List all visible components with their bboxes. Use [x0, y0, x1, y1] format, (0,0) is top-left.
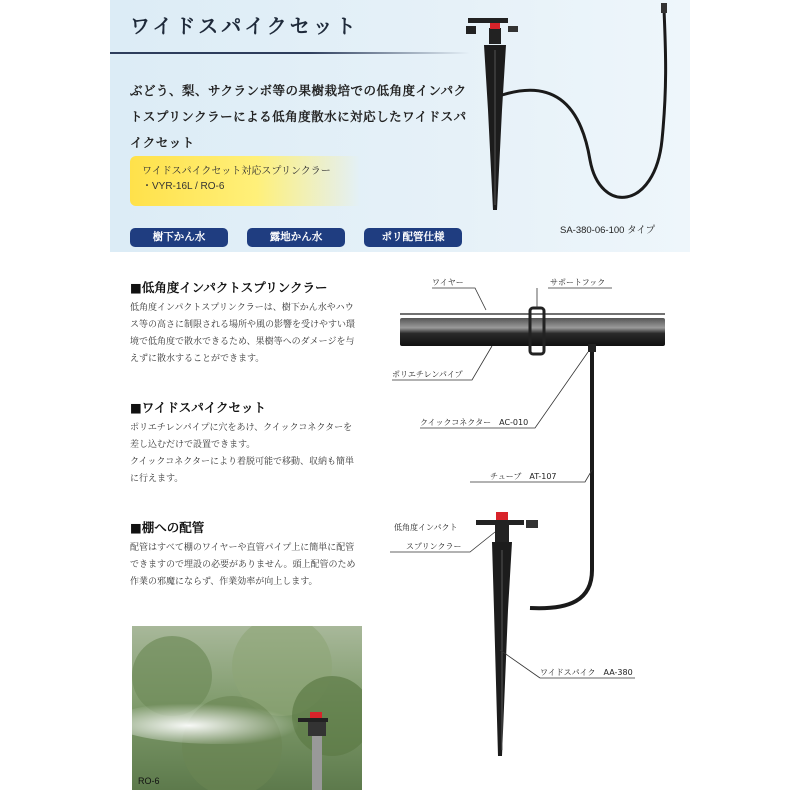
section-heading-trellis: ■棚への配管 — [130, 520, 205, 535]
label-support-hook: サポートフック — [550, 278, 606, 287]
tag-poly-piping: ポリ配管仕様 — [364, 228, 462, 247]
tag-under-tree: 樹下かん水 — [130, 228, 228, 247]
photo-illustration — [132, 626, 362, 790]
photo-sprinkler-body — [308, 720, 326, 736]
label-wide-spike: ワイドスパイク AA-380 — [540, 668, 633, 677]
photo-stand — [312, 736, 322, 790]
label-wire: ワイヤー — [432, 278, 464, 287]
diagram-sprinkler-arm — [476, 520, 524, 525]
page-title: ワイドスパイクセット — [130, 14, 359, 38]
hero-sprinkler-red-cap — [490, 22, 500, 29]
label-sprinkler-line1: 低角度インパクト — [394, 523, 458, 532]
section-heading-impact: ■低角度インパクトスプリンクラー — [130, 280, 328, 295]
hero-sprinkler-arm — [468, 18, 508, 23]
compatible-models: ・VYR-16L / RO-6 — [142, 181, 225, 192]
hero-hose — [502, 8, 666, 197]
section-body-spikeset: ポリエチレンパイプに穴をあけ、クイックコネクターを差し込むだけで設置できます。 — [130, 423, 353, 450]
compatible-title: ワイドスパイクセット対応スプリンクラー — [142, 166, 331, 177]
hero-product-illustration — [440, 0, 690, 225]
photo-caption: RO-6 — [138, 776, 160, 786]
section-body-impact: 低角度インパクトスプリンクラーは、樹下かん水やハウス等の高さに制限される場所や風の影響を受けやすい環境で低角度で散水できるため、果樹等へのダメージを与えずに散水することができます。 — [130, 303, 356, 364]
model-type-label: SA-380-06-100 タイプ — [560, 225, 656, 236]
section-body-trellis: 配管はすべて棚のワイヤーや直管パイプ上に簡単に配管できますので埋設の必要がありません。頭上配管のため作業の邪魔にならず、作業効率が向上します。 — [130, 543, 356, 587]
tag-open-field: 露地かん水 — [247, 228, 345, 247]
diagram-poly-pipe — [400, 318, 665, 346]
label-tube: チューブ AT-107 — [490, 472, 557, 481]
section-heading-spikeset: ■ワイドスパイクセット — [130, 400, 267, 415]
label-quick-connector: クイックコネクター AC-010 — [420, 418, 529, 427]
compatible-sprinkler-box — [130, 156, 360, 206]
hero-hose-connector — [661, 3, 667, 13]
diagram-quick-connector — [588, 344, 596, 352]
section-body-spikeset-2: クイックコネクターにより着脱可能で移動、収納も簡単に行えます。 — [130, 457, 355, 484]
label-poly-pipe: ポリエチレンパイプ — [392, 370, 463, 379]
sprinkler-photo — [132, 626, 362, 790]
hero-sprinkler-body — [489, 28, 501, 44]
title-underline — [110, 52, 470, 54]
lead-text: ぶどう、梨、サクランボ等の果樹栽培での低角度インパクトスプリンクラーによる低角度散水に対応したワイドスパイクセット — [130, 83, 467, 150]
tag-row — [130, 228, 470, 248]
installation-diagram — [380, 270, 680, 770]
label-sprinkler-line2: スプリンクラー — [406, 542, 462, 551]
